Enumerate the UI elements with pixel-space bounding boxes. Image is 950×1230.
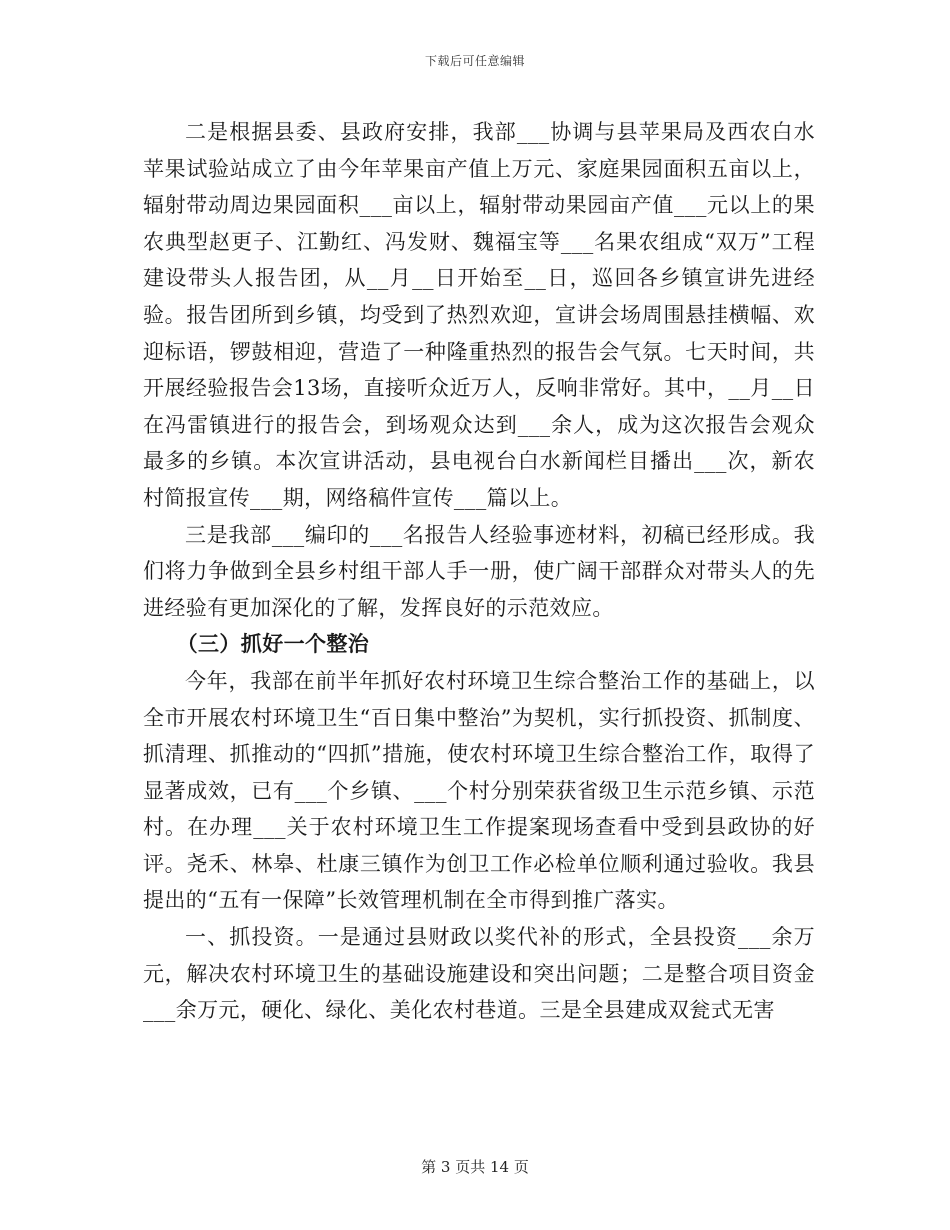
paragraph-investment: 一、抓投资。一是通过县财政以奖代补的形式，全县投资___余万元，解决农村环境卫生的基础设施建设和突出问题；二是整合项目资金___余万元，硬化、绿化、美化农村巷道。三是全县建成双瓮式无害	[143, 925, 815, 1023]
section-heading: （三）抓好一个整治	[176, 631, 370, 657]
page-footer: 第 3 页共 14 页	[421, 1158, 529, 1176]
document-body	[143, 114, 815, 1029]
paragraph-materials: 三是我部___编印的___名报告人经验事迹材料，初稿已经形成。我们将力争做到全县乡村组干部人手一册，使广阔干部群众对带头人的先进经验有更加深化的了解，发挥良好的示范效应。	[143, 522, 815, 620]
page-header: 下载后可任意编辑	[424, 54, 525, 68]
paragraph-report-group: 二是根据县委、县政府安排，我部___协调与县苹果局及西农白水苹果试验站成立了由今年苹果亩产值上万元、家庭果园面积五亩以上，辐射带动周边果园面积___亩以上，辐射带动果园亩产值___元以上的果农典型赵更子、江勤红、冯发财、魏福宝等___名果农组成“双万”工程建设带头人报告团，从__月__日开始至__日，巡回各乡镇宣讲先进经验。报告团所到乡镇，均受到了热烈欢迎，宣讲会场周围悬挂横幅、欢迎标语，锣鼓相迎，营造了一种隆重热烈的报告会气氛。七天时间，共开展经验报告会13场，直接听众近万人，反响非常好。其中，__月__日在冯雷镇进行的报告会，到场观众达到___余人，成为这次报告会观众最多的乡镇。本次宣讲活动，县电视台白水新闻栏目播出___次，新农村简报宣传___期，网络稿件宣传___篇以上。	[143, 120, 815, 510]
paragraph-environment: 今年，我部在前半年抓好农村环境卫生综合整治工作的基础上，以全市开展农村环境卫生“百日集中整治”为契机，实行抓投资、抓制度、抓清理、抓推动的“四抓”措施，使农村环境卫生综合整治工作，取得了显著成效，已有___个乡镇、___个村分别荣获省级卫生示范乡镇、示范村。在办理___关于农村环境卫生工作提案现场查看中受到县政协的好评。尧禾、林皋、杜康三镇作为创卫工作必检单位顺利通过验收。我县提出的“五有一保障”长效管理机制在全市得到推广落实。	[143, 668, 815, 913]
